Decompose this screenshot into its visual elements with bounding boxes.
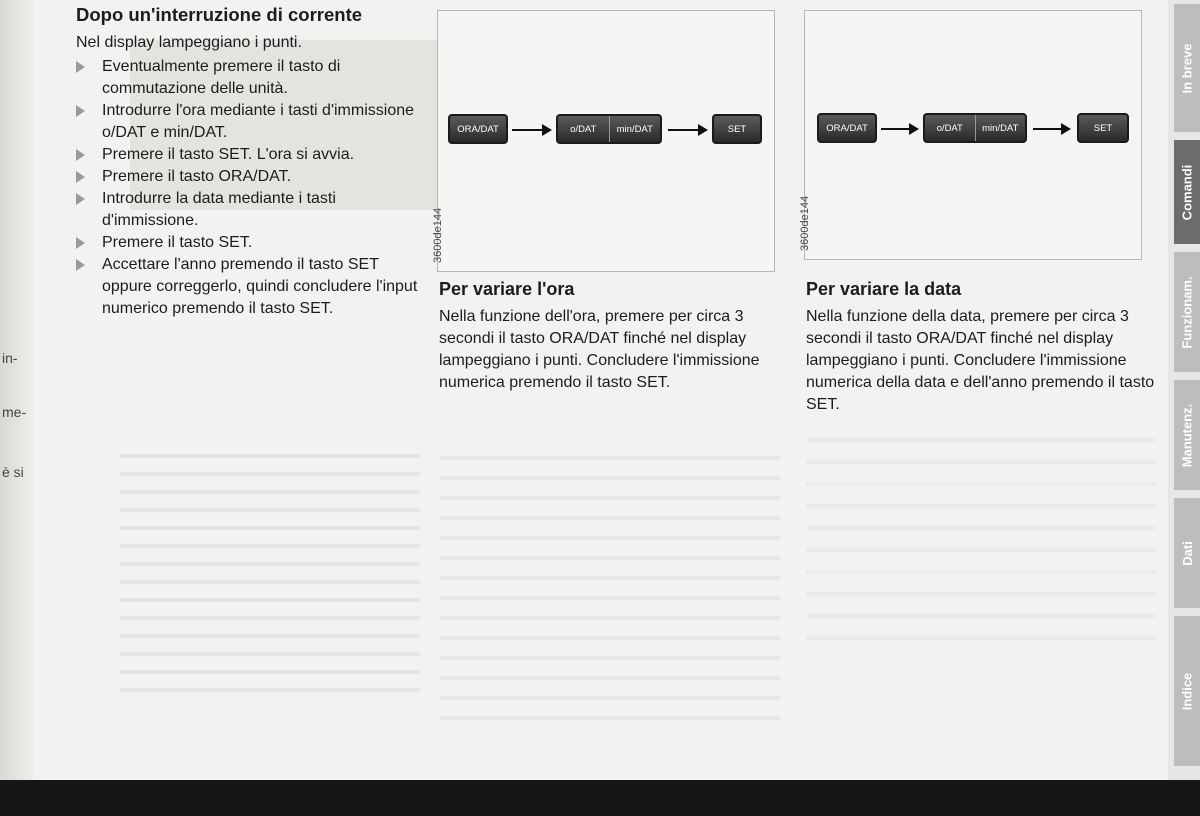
- arrow-right-icon: [881, 128, 917, 130]
- steps-list: [76, 56, 432, 320]
- odat-key-label: o/DAT: [936, 122, 963, 134]
- bleed-through-texture: [806, 420, 1156, 640]
- set-key: SET: [1077, 113, 1129, 143]
- mindat-key-label: min/DAT: [975, 115, 1026, 141]
- power-interruption-section: [76, 4, 432, 320]
- tab-in-breve[interactable]: In breve: [1174, 4, 1200, 132]
- margin-fragment: me-: [2, 404, 27, 420]
- arrow-right-icon: [512, 129, 550, 131]
- ora-dat-key: ORA/DAT: [817, 113, 877, 143]
- odat-key-label: o/DAT: [570, 123, 597, 135]
- section-heading: Dopo un'interruzione di corrente: [76, 4, 363, 25]
- mindat-key-label: min/DAT: [609, 116, 661, 142]
- tab-dati[interactable]: Dati: [1174, 498, 1200, 608]
- previous-page-edge: [0, 0, 34, 780]
- intro-text: Nel display lampeggiano i punti.: [76, 34, 302, 51]
- list-item: Premere il tasto SET.: [76, 232, 432, 254]
- odat-mindat-key: [556, 114, 662, 144]
- margin-fragment: è si: [2, 464, 24, 480]
- triangle-bullet-icon: [76, 149, 85, 161]
- margin-fragment: in-: [2, 350, 18, 366]
- list-item: Introdurre la data mediante i tasti d'immissione.: [76, 188, 432, 232]
- key-sequence-figure-time: [432, 10, 775, 272]
- scan-bottom-shadow: [0, 780, 1200, 816]
- change-date-text: Nella funzione della data, premere per circa 3 secondi il tasto ORA/DAT finché nel display lampeggiano i punti. Concludere l'immissione numerica della data e dell'anno premendo il tasto SET.: [806, 308, 1155, 413]
- list-item: Introdurre l'ora mediante i tasti d'immissione o/DAT e min/DAT.: [76, 100, 432, 144]
- list-item: Premere il tasto SET. L'ora si avvia.: [76, 144, 432, 166]
- change-time-text: Nella funzione dell'ora, premere per circa 3 secondi il tasto ORA/DAT finché nel display lampeggiano i punti. Concludere l'immissione numerica premendo il tasto SET.: [439, 308, 760, 391]
- tab-indice[interactable]: Indice: [1174, 616, 1200, 766]
- list-item: Eventualmente premere il tasto di commutazione delle unità.: [76, 56, 432, 100]
- chapter-tabs: [1168, 0, 1200, 780]
- odat-mindat-key: [923, 113, 1027, 143]
- change-time-heading: Per variare l'ora: [439, 279, 575, 299]
- triangle-bullet-icon: [76, 237, 85, 249]
- tab-manutenz[interactable]: Manutenz.: [1174, 380, 1200, 490]
- ora-dat-key: ORA/DAT: [448, 114, 508, 144]
- tab-funzionam[interactable]: Funzionam.: [1174, 252, 1200, 372]
- key-sequence-figure-date: [799, 10, 1142, 260]
- list-item: Accettare l'anno premendo il tasto SET oppure correggerlo, quindi concludere l'input numerico premendo il tasto SET.: [76, 254, 432, 320]
- triangle-bullet-icon: [76, 61, 85, 73]
- triangle-bullet-icon: [76, 193, 85, 205]
- figure-code: 3600de144: [799, 195, 811, 251]
- bleed-through-texture: [440, 440, 780, 720]
- triangle-bullet-icon: [76, 105, 85, 117]
- bleed-through-texture: [120, 440, 420, 700]
- triangle-bullet-icon: [76, 259, 85, 271]
- tab-comandi[interactable]: Comandi: [1174, 140, 1200, 244]
- arrow-right-icon: [668, 129, 706, 131]
- triangle-bullet-icon: [76, 171, 85, 183]
- change-date-heading: Per variare la data: [806, 279, 962, 299]
- set-key: SET: [712, 114, 762, 144]
- figure-code: 3600de144: [432, 207, 444, 263]
- list-item: Premere il tasto ORA/DAT.: [76, 166, 432, 188]
- arrow-right-icon: [1033, 128, 1069, 130]
